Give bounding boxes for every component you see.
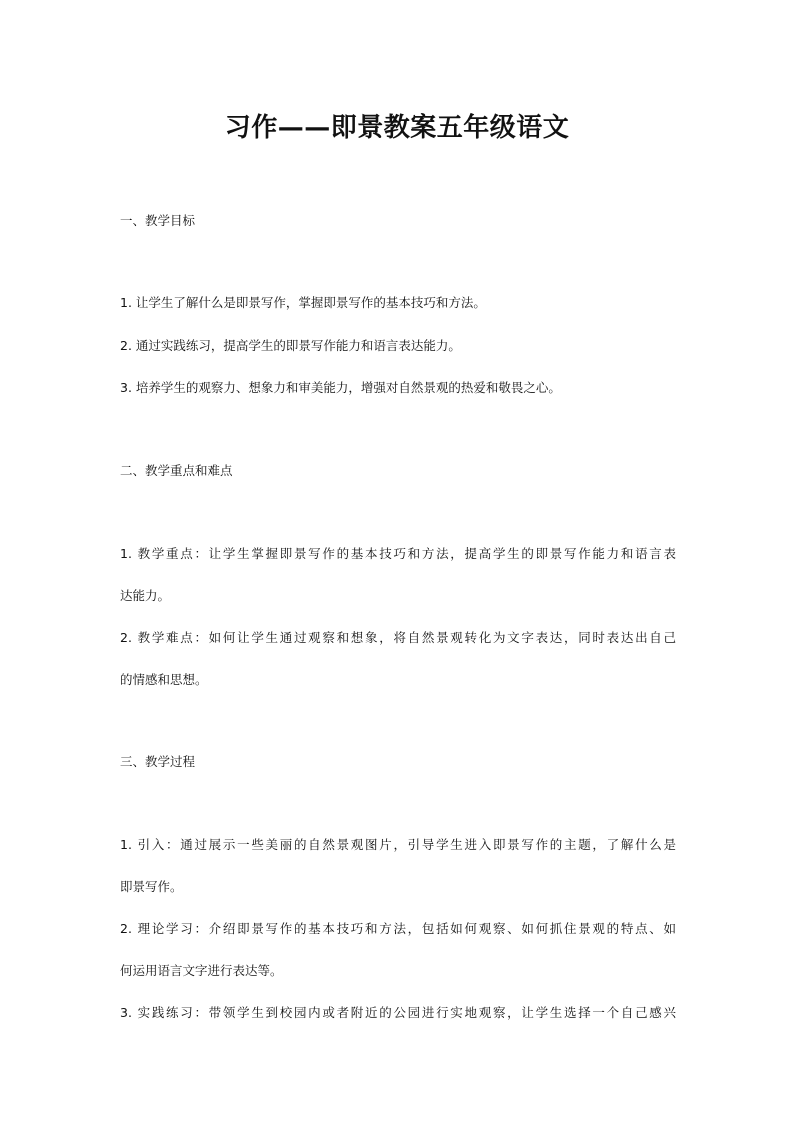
process-item-2-line-1: 2. 理论学习：介绍即景写作的基本技巧和方法，包括如何观察、如何抓住景观的特点、如 <box>120 921 676 936</box>
objective-item-1: 1. 让学生了解什么是即景写作，掌握即景写作的基本技巧和方法。 <box>120 295 486 310</box>
process-item-1-line-1: 1. 引入：通过展示一些美丽的自然景观图片，引导学生进入即景写作的主题，了解什么是 <box>120 837 676 852</box>
section-heading-objectives: 一、教学目标 <box>120 213 196 228</box>
key-point-item-2-line-2: 的情感和思想。 <box>120 672 208 687</box>
key-point-item-1-line-2: 达能力。 <box>120 588 171 603</box>
objective-item-2: 2. 通过实践练习，提高学生的即景写作能力和语言表达能力。 <box>120 338 461 353</box>
key-point-item-2-line-1: 2. 教学难点：如何让学生通过观察和想象，将自然景观转化为文字表达，同时表达出自己 <box>120 630 676 645</box>
key-point-item-1-line-1: 1. 教学重点：让学生掌握即景写作的基本技巧和方法，提高学生的即景写作能力和语言表 <box>120 546 676 561</box>
process-item-3-line-1: 3. 实践练习：带领学生到校园内或者附近的公园进行实地观察，让学生选择一个自己感兴 <box>120 1005 676 1020</box>
section-heading-process: 三、教学过程 <box>120 754 196 769</box>
process-item-2-line-2: 何运用语言文字进行表达等。 <box>120 963 283 978</box>
objective-item-3: 3. 培养学生的观察力、想象力和审美能力，增强对自然景观的热爱和敬畏之心。 <box>120 380 561 395</box>
process-item-1-line-2: 即景写作。 <box>120 879 183 894</box>
section-heading-key-points: 二、教学重点和难点 <box>120 463 233 478</box>
document-title: 习作——即景教案五年级语文 <box>224 113 570 143</box>
